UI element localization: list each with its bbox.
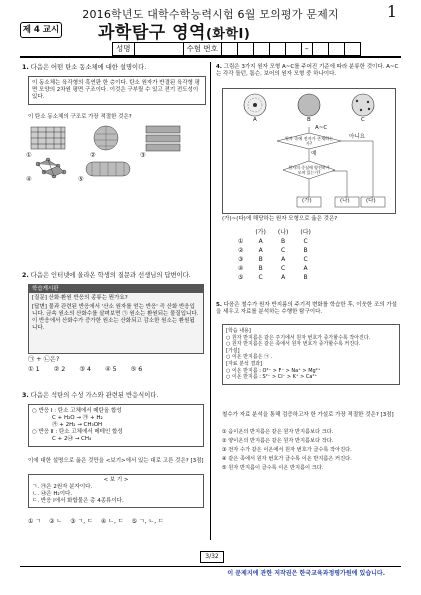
leaf-label-na: (나) xyxy=(340,198,350,204)
subject-sub: (화학Ⅰ) xyxy=(205,27,251,42)
q4-r4-c2: C xyxy=(281,265,286,272)
question-3 xyxy=(22,392,207,400)
q4-table-header xyxy=(232,226,317,237)
q4-ask: (가)~(다)에 해당하는 원자 모형으로 옳은 것은? xyxy=(222,216,338,222)
question-1 xyxy=(22,64,202,72)
q4-r1-c0[interactable]: ① xyxy=(238,238,244,245)
q5-box-line-6: [자료 분석 결과] xyxy=(226,360,263,367)
q4-stem: 그림은 3가지 원자 모형 A~C를 주어진 기준에 따라 분류한 것이다. A~C는 각각 돌턴, 톰슨, 보어의 원자 모형 중 하나이다. xyxy=(216,64,399,77)
name-label: 성명 xyxy=(113,43,135,55)
q4-table-row[interactable] xyxy=(232,246,317,255)
q4-head-2: (나) xyxy=(277,229,289,236)
q3-step2-label: ○ 반응 Ⅱ : 탄소 고체에서 메테인 합성 xyxy=(32,429,123,435)
q3-bogi-2: ㄴ. ㉯은 H₂이다. xyxy=(32,491,73,497)
q4-r1-c2: B xyxy=(281,238,286,245)
subject-title xyxy=(98,18,250,43)
question-2 xyxy=(22,272,207,280)
q5-box-line-5: ○ 이온 반지름은 ㉠ . xyxy=(226,354,273,361)
q3-choice-3[interactable]: ③ ㄱ, ㄷ xyxy=(70,518,93,525)
header-rule xyxy=(20,56,401,58)
q5-choice-4[interactable]: ④ 같은 족에서 원자 번호가 클수록 이온 반지름은 커진다. xyxy=(222,456,352,462)
structure-3-graphite-layers[interactable] xyxy=(146,126,180,151)
q5-box-line-2: ○ 원자 반지름은 같은 주기에서 원자 번호가 증가할수록 작아진다. xyxy=(226,334,371,341)
q3-step1-label: ○ 반응 Ⅰ : 탄소 고체에서 메탄올 합성 xyxy=(32,408,122,414)
q4-r3-c3: C xyxy=(303,256,308,263)
q4-head-1: (가) xyxy=(255,229,266,236)
q5-box-line-7: ○ 이온 반지름 : O²⁻ > F⁻ > Na⁺ > Mg²⁺ xyxy=(226,367,321,374)
exam-no-box-6[interactable] xyxy=(313,43,329,55)
exam-no-box-3[interactable] xyxy=(254,43,270,55)
q2-ask: ㉠ + ㉡은? xyxy=(28,356,60,363)
q3-stem: 다음은 석탄의 수성 가스와 관련된 반응식이다. xyxy=(30,392,159,399)
q4-table-row[interactable] xyxy=(232,273,317,282)
structure-4-diamond[interactable] xyxy=(36,158,66,178)
q4-answer-table xyxy=(232,226,317,282)
model-label-b: B xyxy=(307,117,311,123)
q1-label-2[interactable]: ② xyxy=(90,152,96,159)
q2-choice-1[interactable]: ① 1 xyxy=(28,366,40,373)
q5-inquiry-box xyxy=(222,324,400,385)
model-a xyxy=(244,94,266,116)
q1-structures xyxy=(26,124,206,186)
q1-ask: 이 탄소 동소체의 구조로 가장 적절한 것은? xyxy=(28,114,132,120)
question-4 xyxy=(216,64,400,78)
column-divider xyxy=(210,62,211,540)
q4-r5-c2: A xyxy=(281,274,286,281)
q4-r2-c2: C xyxy=(281,247,286,254)
q4-table-row[interactable] xyxy=(232,237,317,246)
q5-choice-3[interactable]: ③ 전자 수가 같은 이온에서 원자 번호가 클수록 작아진다. xyxy=(222,447,352,453)
q3-number: 3. xyxy=(22,392,29,399)
q5-box-line-1: [학습 내용] xyxy=(226,328,251,334)
model-b xyxy=(298,94,320,116)
q5-stem: 다음은 철수가 원자 반지름의 주기적 변화를 학습한 후, 이웃한 조의 가설을 세우고 자료를 분석하는 수행한 탐구이다. xyxy=(216,302,397,315)
exam-no-box-2[interactable] xyxy=(238,43,254,55)
q2-choice-4[interactable]: ④ 5 xyxy=(104,366,117,373)
q4-r5-c3: B xyxy=(303,274,308,281)
q2-question-line: [질문] 산화·환원 반응의 종류는 뭔가요? xyxy=(32,295,128,301)
q4-table-row[interactable] xyxy=(232,264,317,273)
q4-r2-c1: A xyxy=(258,247,263,254)
q1-passage-box: 이 동소체는 육각형의 흑연판 한 층이다. 탄소 원자가 반결된 육각형 평면 모양의 2차원 평면 구조이다. 이것은 구부릴 수 있고 전기 전도성이 있다. xyxy=(28,76,206,105)
q2-choice-2[interactable]: ② 2 xyxy=(53,366,66,373)
q5-number: 5. xyxy=(216,302,222,308)
q3-step1-eq1: C + H₂O → ㉮ + H₂ xyxy=(52,415,103,421)
q1-label-5[interactable]: ⑤ xyxy=(78,176,84,183)
q4-table xyxy=(232,226,317,282)
leaf-label-da: (다) xyxy=(366,198,376,204)
q3-choices xyxy=(28,516,164,525)
exam-no-box-4[interactable] xyxy=(270,43,286,55)
q5-choice-1[interactable]: ① 음이온의 반지름은 같은 원자 반지름보다 크다. xyxy=(222,429,334,435)
q2-answer-text: [답변] 물과 관련된 반응에서 '산소 원자를 얻는 반응' 즉 산화 반응입니다. 금속 원소의 산화수를 살펴보면 ㉠ 원소는 환원되는 물질입니다. 이 반응에서 산화수가 증가한 원소는 산화되고 감소한 원소는 환원됩니다. xyxy=(32,304,199,331)
q4-r5-c1: C xyxy=(258,274,263,281)
q3-bogi-1: ㄱ. ㉮은 2원자 분자이다. xyxy=(32,484,93,490)
q5-box-line-3: ○ 원자 반지름은 같은 족에서 원자 번호가 증가할수록 커진다. xyxy=(226,341,361,348)
q2-window-titlebar: 학습게시판 xyxy=(29,285,203,293)
flow-q1-text: 원자 속에 전자가 존재하는가? xyxy=(284,136,334,146)
q4-head-3: (다) xyxy=(300,229,311,236)
q2-choice-3[interactable]: ③ 4 xyxy=(79,366,91,373)
q3-bogi-title: < 보 기 > xyxy=(103,477,129,483)
q3-step1-eq2: ㉮ + 2H₂ → CH₃OH xyxy=(52,422,103,428)
q1-label-1[interactable]: ① xyxy=(26,152,32,159)
subject-main: 과학탐구 영역 xyxy=(98,23,206,43)
q4-r4-c3: A xyxy=(303,265,308,272)
name-field[interactable] xyxy=(135,43,184,55)
q4-models-and-flowchart xyxy=(223,89,395,213)
q4-head-0 xyxy=(232,226,249,237)
q2-choices xyxy=(28,366,142,373)
flow-q2-text: 원자의 중심에 양전하가 모여 있는가? xyxy=(288,165,330,175)
exam-no-dash: – xyxy=(302,43,313,55)
q4-r3-c1: B xyxy=(258,256,263,263)
q3-choice-4[interactable]: ④ ㄴ, ㄷ xyxy=(100,518,124,525)
q4-number: 4. xyxy=(216,64,222,70)
q1-structure-drawings xyxy=(26,124,206,186)
q4-model-panel xyxy=(222,88,396,214)
session-badge: 제 4 교시 xyxy=(20,22,62,38)
exam-no-box-7[interactable] xyxy=(329,43,345,55)
q4-r3-c0[interactable]: ③ xyxy=(238,256,244,263)
exam-no-label: 수험 번호 xyxy=(184,43,222,55)
q1-number: 1. xyxy=(22,64,29,71)
footer-rule xyxy=(20,566,401,567)
q3-choice-2[interactable]: ② ㄴ xyxy=(49,518,63,525)
q2-stem: 다음은 인터넷에 올라온 학생의 질문과 선생님의 답변이다. xyxy=(30,272,191,279)
q3-step2-eq1: C + 2㉯ → CH₄ xyxy=(52,436,92,442)
q1-stem: 다음은 어떤 탄소 동소체에 대한 설명이다. xyxy=(30,64,147,71)
exam-no-box-8[interactable] xyxy=(345,43,360,55)
q4-r3-c2: A xyxy=(281,256,286,263)
q4-r4-c0[interactable]: ④ xyxy=(238,265,244,272)
footer-page-indicator: 3/32 xyxy=(200,551,224,563)
q3-choice-5[interactable]: ⑤ ㄱ, ㄴ, ㄷ xyxy=(131,518,164,525)
model-label-a: A xyxy=(253,117,257,123)
q3-bogi-3: ㄷ. 반응 Ⅰ에서 화합물은 총 4종류이다. xyxy=(32,498,124,504)
exam-title: 2016학년도 대학수학능력시험 6월 모의평가 문제지 xyxy=(82,8,339,21)
q2-number: 2. xyxy=(22,272,29,279)
q1-label-3[interactable]: ③ xyxy=(140,152,146,159)
exam-no-box-1[interactable] xyxy=(222,43,238,55)
structure-5-nanotube[interactable] xyxy=(86,162,130,176)
q5-ask: 철수가 자료 분석을 통해 검증하고자 한 가설로 가장 적절한 것은? [3점] xyxy=(222,412,394,418)
q4-r1-c3: C xyxy=(303,238,308,245)
q4-r2-c0[interactable]: ② xyxy=(238,247,244,254)
q3-choice-1[interactable]: ① ㄱ xyxy=(28,518,42,525)
q5-choice-5[interactable]: ⑤ 원자 반지름이 클수록 이온 반지름이 크다. xyxy=(222,465,324,471)
q5-box-line-8: ○ 이온 반지름 : S²⁻ > Cl⁻ > K⁺ > Ca²⁺ xyxy=(226,374,318,381)
exam-no-box-5[interactable] xyxy=(286,43,302,55)
q4-r4-c1: B xyxy=(258,265,263,272)
model-label-c: C xyxy=(361,117,365,123)
structure-1-graphene-sheet[interactable] xyxy=(31,127,65,149)
flow-yes-label: 예 xyxy=(311,151,317,157)
q3-ask: 이에 대한 설명으로 옳은 것만을 <보기>에서 있는 대로 고른 것은? [3점] xyxy=(28,458,204,464)
q5-choices xyxy=(222,428,400,473)
q4-r5-c0[interactable]: ⑤ xyxy=(238,274,244,281)
q4-r2-c3: B xyxy=(303,247,308,254)
q3-reaction-box xyxy=(28,404,204,447)
structure-2-fullerene[interactable] xyxy=(94,126,118,150)
footer-copyright: 이 문제지에 관한 저작권은 한국교육과정평가원에 있습니다. xyxy=(227,570,385,577)
question-5 xyxy=(216,302,400,316)
leaf-label-ga: (가) xyxy=(302,198,312,204)
name-exam-bar xyxy=(112,42,361,56)
q2-choice-5[interactable]: ⑤ 6 xyxy=(130,366,143,373)
model-c xyxy=(352,94,374,116)
flow-start-label: A~C xyxy=(315,125,328,131)
q3-bogi-box xyxy=(28,474,204,508)
q4-table-row[interactable] xyxy=(232,255,317,264)
flow-no-label: 아니요 xyxy=(349,134,365,140)
q1-label-4[interactable]: ④ xyxy=(26,176,32,183)
q4-r1-c1: A xyxy=(258,238,263,245)
q2-board-window xyxy=(28,284,204,354)
q5-box-line-4: [가설] xyxy=(226,347,240,354)
page-number: 1 xyxy=(386,2,397,21)
q5-choice-2[interactable]: ② 양이온의 반지름은 같은 원자 반지름보다 작다. xyxy=(222,438,334,444)
